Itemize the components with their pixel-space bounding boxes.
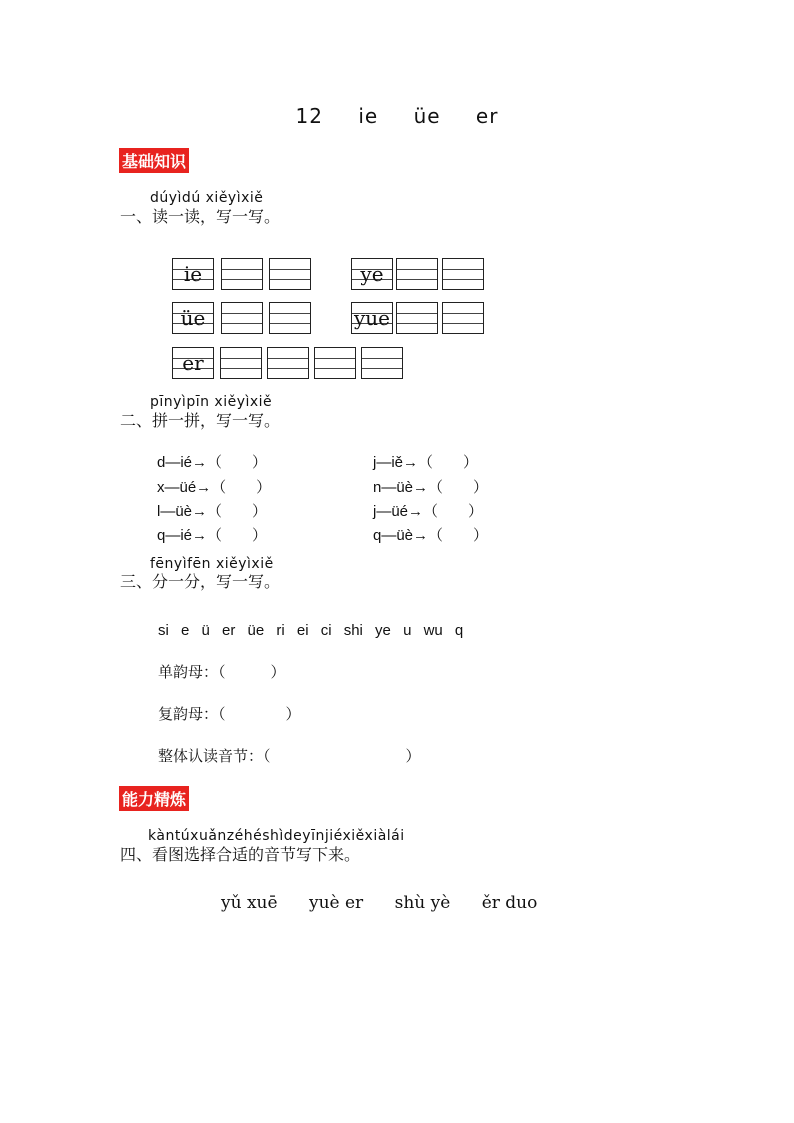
grid-cell-ue <box>172 302 214 334</box>
grid-cell[interactable] <box>314 347 356 379</box>
syllable-list: si e ü er üe ri ei ci shi ye u wu q <box>158 622 464 639</box>
title-pinyin-2: üe <box>413 104 441 128</box>
exercise-item: d—ié→（ ） <box>157 454 268 471</box>
q3-instruction: 三、分一分，写一写。 <box>120 572 281 591</box>
title-pinyin-1: ie <box>358 104 379 128</box>
exercise-item: q—üè→（ ） <box>373 527 489 544</box>
cell-text: ye <box>360 262 384 286</box>
cell-text: üe <box>180 306 206 330</box>
q4-instruction: 四、看图选择合适的音节写下来。 <box>120 845 361 864</box>
grid-cell-yue <box>351 302 393 334</box>
grid-cell[interactable] <box>442 258 484 290</box>
word-option: ěr duo <box>481 893 538 913</box>
q1-instruction: 一、读一读，写一写。 <box>120 207 281 226</box>
grid-cell[interactable] <box>267 347 309 379</box>
exercise-item: x—üé→（ ） <box>157 479 272 496</box>
page-title <box>0 104 794 128</box>
grid-cell-er <box>172 347 214 379</box>
grid-cell[interactable] <box>269 302 311 334</box>
word-option: shù yè <box>394 893 451 913</box>
q2-instruction: 二、拼一拼，写一写。 <box>120 411 281 430</box>
cell-text: yue <box>353 306 390 330</box>
grid-cell[interactable] <box>220 347 262 379</box>
word-option: yuè er <box>308 893 364 913</box>
grid-cell[interactable] <box>221 302 263 334</box>
cell-text: er <box>182 351 204 375</box>
grid-cell[interactable] <box>269 258 311 290</box>
q1-pinyin: dúyìdú xiěyìxiě <box>150 190 264 206</box>
exercise-item: q—ié→（ ） <box>157 527 268 544</box>
lesson-number: 12 <box>295 104 323 128</box>
cell-text: ie <box>183 262 203 286</box>
grid-cell-ie <box>172 258 214 290</box>
compound-finals-answer: 复韵母：（ ） <box>158 706 301 723</box>
section-basic-knowledge: 基础知识 <box>119 148 189 173</box>
exercise-item: j—üé→（ ） <box>373 503 484 520</box>
grid-cell[interactable] <box>221 258 263 290</box>
word-option: yǔ xuē <box>221 893 278 913</box>
grid-cell-ye <box>351 258 393 290</box>
word-options <box>221 893 563 913</box>
whole-syllables-answer: 整体认读音节：（ ） <box>158 748 421 765</box>
q3-pinyin: fēnyìfēn xiěyìxiě <box>150 556 274 572</box>
grid-cell[interactable] <box>442 302 484 334</box>
exercise-item: j—iě→（ ） <box>373 454 479 471</box>
q4-pinyin: kàntúxuǎnzéhéshìdeyīnjiéxiěxiàlái <box>148 828 405 844</box>
q2-pinyin: pīnyìpīn xiěyìxiě <box>150 394 273 410</box>
exercise-item: n—üè→（ ） <box>373 479 489 496</box>
grid-cell[interactable] <box>361 347 403 379</box>
grid-cell[interactable] <box>396 302 438 334</box>
section-ability-practice: 能力精炼 <box>119 786 189 811</box>
single-finals-answer: 单韵母：（ ） <box>158 664 286 681</box>
title-pinyin-3: er <box>475 104 499 128</box>
grid-cell[interactable] <box>396 258 438 290</box>
exercise-item: l—üè→（ ） <box>157 503 268 520</box>
